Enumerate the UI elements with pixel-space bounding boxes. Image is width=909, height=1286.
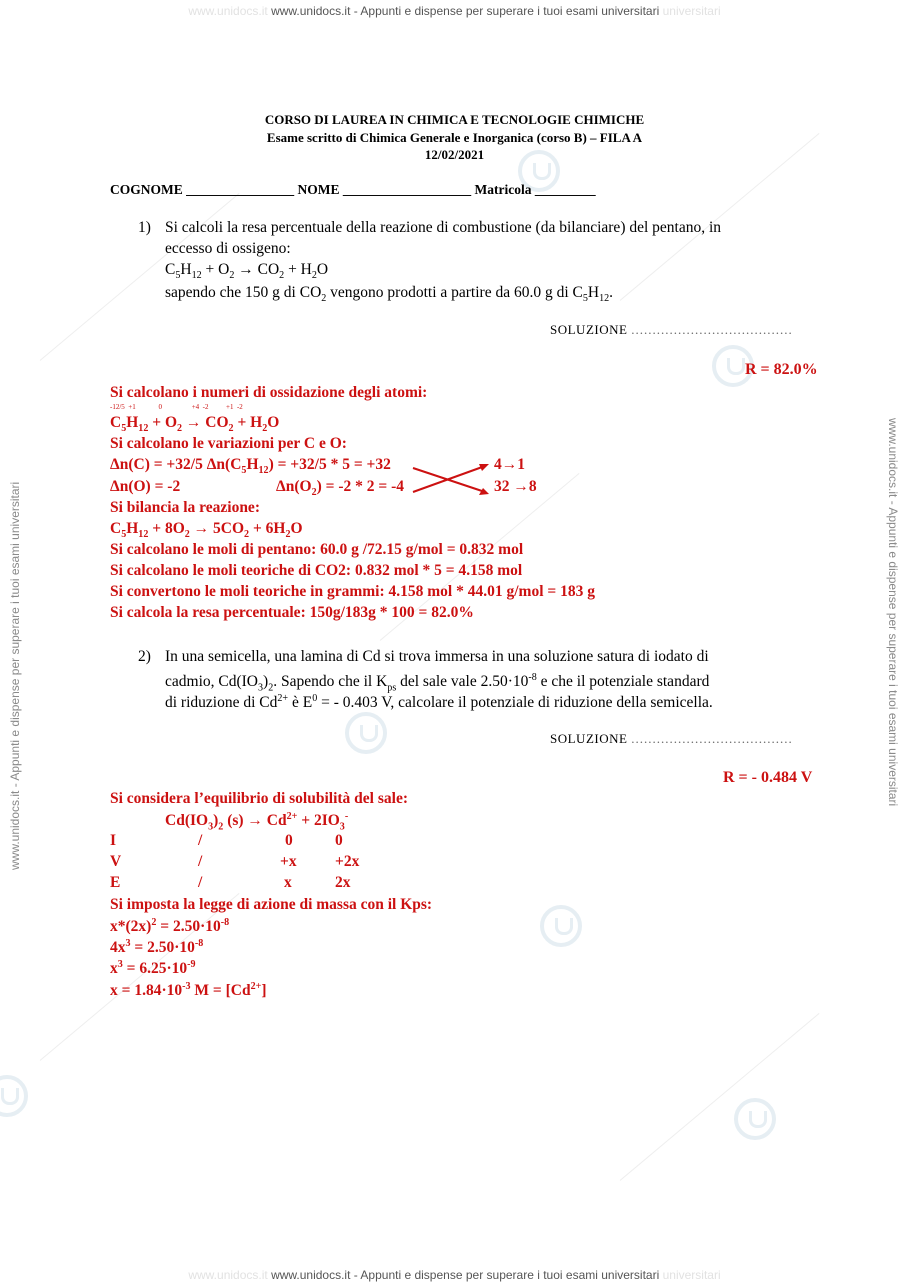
banner-text: www.unidocs.it - Appunti e dispense per superare i tuoi esami universitari xyxy=(271,4,660,18)
solution-1-line: Si calcolano le variazioni per C e O: xyxy=(110,435,347,452)
solution-1-line: Si calcolano le moli teoriche di CO2: 0.832 mol * 5 = 4.158 mol xyxy=(110,562,523,579)
question-1-equation: $C_5H_{12} + O_2 \to CO_2 + H_2O$ xyxy=(165,261,329,282)
question-2-line: cadmio, $Cd(IO_3)_2$. Sapendo che il $K_{ps}$ del sale vale $2.50\cdot 10^{-8}$ e che il potenziale standard xyxy=(165,672,710,694)
solution-label: SOLUZIONE ...................................... xyxy=(550,322,793,337)
question-1-line: sapendo che 150 g di $CO_2$ vengono prodotti a partire da 60.0 g di $C_5H_{12}$. xyxy=(165,284,614,305)
mass-action-equation: $x^3 = 6.25\cdot 10^{-9}$ xyxy=(110,959,196,978)
delta-n-carbon: Δn(C) = +32/5 $\Delta n(C_5H_{12}) = +32/5 * 5 = +32$ xyxy=(110,456,391,477)
unidocs-logo-icon xyxy=(345,712,387,754)
solution-label: SOLUZIONE ...................................... xyxy=(550,731,793,746)
solution-1-line: Si calcola la resa percentuale: 150g/183g * 100 = 82.0% xyxy=(110,604,474,621)
mass-action-equation: $x*(2x)^2 = 2.50\cdot 10^{-8}$ xyxy=(110,917,230,936)
delta-n-oxygen: Δn(O) = -2 xyxy=(110,478,181,495)
question-2-line: In una semicella, una lamina di Cd si trova immersa in una soluzione satura di iodato di xyxy=(165,648,709,665)
result-1: R = 82.0% xyxy=(745,361,818,378)
question-1-line: Si calcoli la resa percentuale della reazione di combustione (da bilanciare) del pentano, in xyxy=(165,219,722,236)
question-1-number: 1) xyxy=(138,219,151,236)
course-title: CORSO DI LAUREA IN CHIMICA E TECNOLOGIE CHIMICHE xyxy=(264,112,645,127)
delta-n-oxygen-2: $\Delta n(O_2) = -2 * 2 = -4$ xyxy=(276,478,404,499)
solution-1-line: Si convertono le moli teoriche in grammi: 4.158 mol * 44.01 g/mol = 183 g xyxy=(110,583,595,600)
question-2-line: di riduzione di $Cd^{2+}$ è $E^0$ = - 0.403 V, calcolare il potenziale di riduzione della semicella. xyxy=(165,693,713,712)
solution-1-line: Si calcolano le moli di pentano: 60.0 g /72.15 g/mol = 0.832 mol xyxy=(110,541,524,558)
bottom-banner[interactable]: www.unidocs.it www.unidocs.it - Appunti e dispense per superare i tuoi esami universitari universitari xyxy=(188,1268,721,1282)
electron-ratio-2: 32 →8 xyxy=(494,478,537,495)
oxidation-numbers: -12/5 +1 0 +4 -2 +1 -2 xyxy=(110,403,243,411)
cross-arrows-icon xyxy=(405,460,495,500)
side-watermark-right: www.unidocs.it - Appunti e dispense per superare i tuoi esami universitari xyxy=(886,418,900,807)
balanced-equation: $C_5H_{12} + 8O_2 \to 5CO_2 + 6H_2O$ xyxy=(110,520,303,541)
solution-2-line: Si considera l’equilibrio di solubilità del sale: xyxy=(110,790,408,807)
unidocs-logo-icon xyxy=(540,905,582,947)
solution-1-line: Si calcolano i numeri di ossidazione degli atomi: xyxy=(110,384,428,401)
banner-text: www.unidocs.it - Appunti e dispense per superare i tuoi esami universitari xyxy=(271,1268,660,1282)
electron-ratio-1: 4→1 xyxy=(494,456,525,473)
exam-date: 12/02/2021 xyxy=(424,147,485,162)
mass-action-equation: $4x^3 = 2.50\cdot 10^{-8}$ xyxy=(110,938,204,957)
mass-action-equation: $x = 1.84\cdot 10^{-3}$ $M = [Cd^{2+}]$ xyxy=(110,981,267,1000)
exam-title: Esame scritto di Chimica Generale e Inorganica (corso B) – FILA A xyxy=(266,130,643,145)
unidocs-logo-icon xyxy=(734,1098,776,1140)
solution-1-equation: $C_5H_{12} + O_2 \to CO_2 + H_2O$ xyxy=(110,414,280,435)
watermark-line xyxy=(620,1013,820,1181)
student-fields: COGNOME ________________ NOME ___________________ Matricola _________ xyxy=(110,182,596,197)
question-1-line: eccesso di ossigeno: xyxy=(165,240,291,257)
solution-2-line: Si imposta la legge di azione di massa con il Kps: xyxy=(110,896,433,913)
unidocs-logo-icon xyxy=(0,1075,28,1117)
top-banner[interactable]: www.unidocs.it www.unidocs.it - Appunti e dispense per superare i tuoi esami universitari universitari xyxy=(188,4,721,18)
result-2: R = - 0.484 V xyxy=(723,769,813,786)
question-2-number: 2) xyxy=(138,648,151,665)
side-watermark-left: www.unidocs.it - Appunti e dispense per superare i tuoi esami universitari xyxy=(8,481,22,870)
solution-1-line: Si bilancia la reazione: xyxy=(110,499,260,516)
solubility-equation: $Cd(IO_3)_2$ $(s) \to Cd^{2+} + 2IO_3^-$ xyxy=(165,811,349,833)
